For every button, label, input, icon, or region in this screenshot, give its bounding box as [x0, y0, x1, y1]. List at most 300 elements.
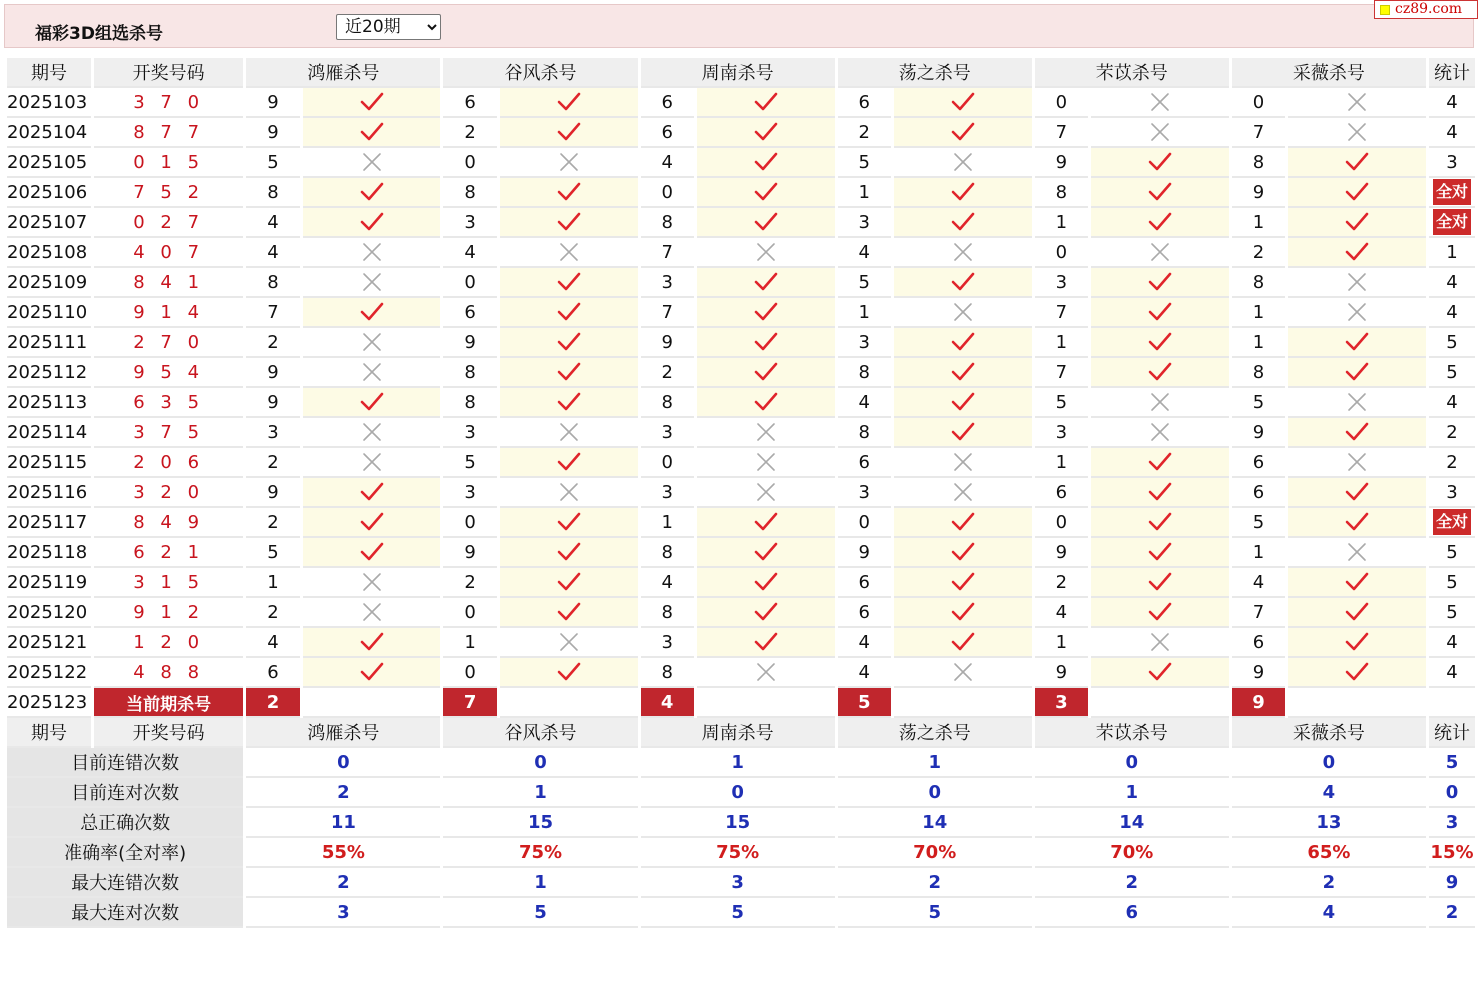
check-icon [1345, 181, 1369, 203]
check-icon [1148, 451, 1172, 473]
empty-cell [894, 688, 1032, 718]
col-header-expert: 采薇杀号 [1232, 718, 1426, 748]
table-row [7, 628, 1475, 658]
check-icon [360, 661, 384, 683]
summary-value: 14 [838, 808, 1032, 838]
check-icon [557, 91, 581, 113]
kill-number-cell: 8 [1232, 148, 1285, 178]
kill-number-cell: 8 [443, 388, 496, 418]
kill-number-cell: 2 [443, 568, 496, 598]
result-cell [894, 538, 1032, 568]
check-icon [1148, 481, 1172, 503]
issue-cell: 2025109 [7, 268, 91, 298]
summary-label: 准确率(全对率) [7, 838, 243, 868]
result-cell [1288, 388, 1426, 418]
kill-number-cell: 4 [838, 658, 891, 688]
result-cell [1288, 88, 1426, 118]
summary-value: 0 [1035, 748, 1229, 778]
summary-value: 5 [641, 898, 835, 928]
check-icon [1345, 151, 1369, 173]
check-icon [557, 271, 581, 293]
summary-row [7, 868, 1475, 898]
result-cell [303, 628, 441, 658]
draw-number-cell: 3 1 5 [94, 568, 243, 598]
result-cell [894, 178, 1032, 208]
kill-number-cell: 3 [246, 418, 299, 448]
result-cell [697, 208, 835, 238]
page-title: 福彩3D组选杀号 [35, 24, 163, 44]
check-icon [360, 301, 384, 323]
kill-number-cell: 7 [1035, 118, 1088, 148]
result-cell [1091, 628, 1229, 658]
summary-stat: 15% [1429, 838, 1475, 868]
summary-value: 11 [246, 808, 440, 838]
result-cell [500, 538, 638, 568]
summary-value: 70% [1035, 838, 1229, 868]
kill-number-cell: 9 [1232, 418, 1285, 448]
draw-number-cell: 3 7 0 [94, 88, 243, 118]
result-cell [500, 208, 638, 238]
result-cell [500, 118, 638, 148]
logo-square-icon [1380, 5, 1390, 15]
summary-value: 2 [1035, 868, 1229, 898]
issue-cell: 2025122 [7, 658, 91, 688]
kill-number-cell: 3 [838, 478, 891, 508]
result-cell [500, 178, 638, 208]
result-cell [303, 178, 441, 208]
kill-number-cell: 2 [641, 358, 694, 388]
summary-value: 0 [443, 748, 637, 778]
empty-cell [303, 688, 441, 718]
check-icon [951, 331, 975, 353]
result-cell [697, 538, 835, 568]
kill-number-cell: 4 [641, 148, 694, 178]
kill-number-cell: 2 [1035, 568, 1088, 598]
kill-number-cell: 8 [641, 658, 694, 688]
result-cell [500, 238, 638, 268]
check-icon [557, 451, 581, 473]
kill-number-cell: 3 [838, 328, 891, 358]
kill-number-cell: 6 [1035, 478, 1088, 508]
cross-icon [360, 601, 384, 623]
check-icon [754, 331, 778, 353]
kill-number-cell: 1 [1035, 208, 1088, 238]
kill-number-cell: 5 [1035, 388, 1088, 418]
summary-value: 55% [246, 838, 440, 868]
check-icon [1148, 331, 1172, 353]
summary-stat: 3 [1429, 808, 1475, 838]
result-cell [303, 298, 441, 328]
result-cell [500, 598, 638, 628]
kill-number-cell: 3 [1035, 418, 1088, 448]
cross-icon [1345, 271, 1369, 293]
kill-number-cell: 5 [1232, 508, 1285, 538]
cross-icon [951, 301, 975, 323]
stat-cell [1429, 208, 1475, 238]
summary-row [7, 748, 1475, 778]
kill-number-cell: 9 [246, 388, 299, 418]
result-cell [500, 568, 638, 598]
kill-number-cell: 3 [641, 628, 694, 658]
kill-number-cell: 6 [838, 598, 891, 628]
result-cell [303, 208, 441, 238]
cross-icon [951, 451, 975, 473]
result-cell [1091, 118, 1229, 148]
period-select[interactable] [336, 14, 441, 40]
summary-value: 4 [1232, 898, 1426, 928]
kill-number-cell: 0 [1035, 238, 1088, 268]
kill-number-cell: 9 [641, 328, 694, 358]
header-bar [4, 4, 1474, 48]
kill-number-cell: 0 [443, 148, 496, 178]
empty-cell [1091, 688, 1229, 718]
result-cell [303, 508, 441, 538]
check-icon [360, 631, 384, 653]
col-header-expert: 周南杀号 [641, 58, 835, 88]
check-icon [1148, 571, 1172, 593]
check-icon [951, 91, 975, 113]
kill-number-cell: 2 [443, 118, 496, 148]
kill-number-cell: 9 [443, 328, 496, 358]
result-cell [500, 418, 638, 448]
result-cell [1091, 478, 1229, 508]
check-icon [754, 301, 778, 323]
stat-cell: 2 [1429, 418, 1475, 448]
issue-cell: 2025120 [7, 598, 91, 628]
kill-number-cell: 6 [1232, 448, 1285, 478]
table-row [7, 208, 1475, 238]
check-icon [360, 391, 384, 413]
current-kill-number: 9 [1232, 688, 1285, 718]
kill-number-cell: 9 [443, 538, 496, 568]
summary-value: 75% [641, 838, 835, 868]
summary-label: 目前连对次数 [7, 778, 243, 808]
summary-value: 3 [246, 898, 440, 928]
kill-number-cell: 1 [1232, 328, 1285, 358]
kill-number-cell: 0 [443, 598, 496, 628]
kill-number-cell: 7 [1232, 598, 1285, 628]
result-cell [697, 118, 835, 148]
result-cell [1288, 478, 1426, 508]
kill-number-cell: 8 [1035, 178, 1088, 208]
result-cell [894, 658, 1032, 688]
issue-cell: 2025115 [7, 448, 91, 478]
table-row [7, 268, 1475, 298]
table-row [7, 238, 1475, 268]
kill-number-cell: 8 [1232, 268, 1285, 298]
summary-value: 1 [443, 778, 637, 808]
kill-number-cell: 9 [838, 538, 891, 568]
check-icon [754, 211, 778, 233]
result-cell [303, 448, 441, 478]
stat-cell: 4 [1429, 88, 1475, 118]
check-icon [1148, 541, 1172, 563]
table-row [7, 568, 1475, 598]
kill-number-cell: 1 [1035, 328, 1088, 358]
check-icon [1148, 661, 1172, 683]
result-cell [500, 628, 638, 658]
summary-value: 15 [641, 808, 835, 838]
summary-value: 5 [838, 898, 1032, 928]
result-cell [697, 598, 835, 628]
draw-number-cell: 9 1 2 [94, 598, 243, 628]
check-icon [754, 391, 778, 413]
top-header-row [7, 58, 1475, 88]
check-icon [951, 631, 975, 653]
issue-cell: 2025112 [7, 358, 91, 388]
check-icon [360, 511, 384, 533]
stat-cell: 4 [1429, 268, 1475, 298]
check-icon [1345, 421, 1369, 443]
all-correct-badge: 全对 [1433, 179, 1471, 205]
kill-number-cell: 6 [1232, 478, 1285, 508]
summary-label: 最大连对次数 [7, 898, 243, 928]
summary-value: 75% [443, 838, 637, 868]
kill-number-cell: 3 [838, 208, 891, 238]
result-cell [1091, 388, 1229, 418]
summary-value: 3 [641, 868, 835, 898]
issue-cell: 2025106 [7, 178, 91, 208]
draw-number-cell: 7 5 2 [94, 178, 243, 208]
kill-number-cell: 0 [1035, 508, 1088, 538]
draw-number-cell: 6 3 5 [94, 388, 243, 418]
col-header-issue: 期号 [7, 718, 91, 748]
table-row [7, 478, 1475, 508]
check-icon [951, 571, 975, 593]
check-icon [1345, 211, 1369, 233]
check-icon [1345, 661, 1369, 683]
all-correct-badge: 全对 [1433, 509, 1471, 535]
table-row [7, 298, 1475, 328]
result-cell [697, 388, 835, 418]
summary-value: 1 [641, 748, 835, 778]
check-icon [360, 181, 384, 203]
result-cell [894, 568, 1032, 598]
kill-number-cell: 2 [246, 508, 299, 538]
result-cell [500, 388, 638, 418]
check-icon [1148, 271, 1172, 293]
cross-icon [360, 571, 384, 593]
kill-number-cell: 1 [838, 178, 891, 208]
empty-cell [1429, 688, 1475, 718]
summary-value: 0 [641, 778, 835, 808]
summary-value: 0 [246, 748, 440, 778]
cross-icon [754, 451, 778, 473]
check-icon [557, 301, 581, 323]
kill-number-cell: 9 [246, 88, 299, 118]
kill-number-cell: 1 [1232, 538, 1285, 568]
kill-number-cell: 9 [1035, 148, 1088, 178]
draw-number-cell: 9 1 4 [94, 298, 243, 328]
kill-number-cell: 7 [1232, 118, 1285, 148]
issue-cell: 2025113 [7, 388, 91, 418]
kill-number-cell: 8 [641, 538, 694, 568]
kill-number-cell: 5 [838, 148, 891, 178]
draw-number-cell: 8 4 9 [94, 508, 243, 538]
check-icon [557, 331, 581, 353]
result-cell [1091, 568, 1229, 598]
kill-number-cell: 4 [1035, 598, 1088, 628]
result-cell [303, 478, 441, 508]
cross-icon [360, 451, 384, 473]
kill-number-cell: 4 [246, 628, 299, 658]
check-icon [754, 361, 778, 383]
kill-number-cell: 0 [641, 178, 694, 208]
issue-cell: 2025119 [7, 568, 91, 598]
issue-cell: 2025121 [7, 628, 91, 658]
cross-icon [951, 151, 975, 173]
draw-number-cell: 9 5 4 [94, 358, 243, 388]
cross-icon [1345, 301, 1369, 323]
kill-number-cell: 3 [1035, 268, 1088, 298]
kill-number-cell: 8 [641, 388, 694, 418]
result-cell [697, 328, 835, 358]
kill-number-cell: 3 [641, 478, 694, 508]
stat-cell: 4 [1429, 388, 1475, 418]
kill-number-cell: 7 [641, 298, 694, 328]
summary-value: 15 [443, 808, 637, 838]
kill-number-cell: 0 [641, 448, 694, 478]
result-cell [500, 478, 638, 508]
result-cell [1288, 628, 1426, 658]
result-cell [697, 268, 835, 298]
current-issue-cell: 2025123 [7, 688, 91, 718]
cross-icon [1148, 631, 1172, 653]
result-cell [303, 268, 441, 298]
kill-number-cell: 9 [1035, 658, 1088, 688]
result-cell [697, 238, 835, 268]
check-icon [951, 511, 975, 533]
draw-number-cell: 3 2 0 [94, 478, 243, 508]
summary-label: 总正确次数 [7, 808, 243, 838]
col-header-expert: 鸿雁杀号 [246, 58, 440, 88]
result-cell [697, 88, 835, 118]
table-row [7, 538, 1475, 568]
col-header-expert: 周南杀号 [641, 718, 835, 748]
result-cell [303, 388, 441, 418]
draw-number-cell: 8 4 1 [94, 268, 243, 298]
check-icon [951, 181, 975, 203]
check-icon [754, 601, 778, 623]
kill-number-cell: 8 [443, 178, 496, 208]
result-cell [500, 148, 638, 178]
check-icon [557, 601, 581, 623]
table-row [7, 118, 1475, 148]
result-cell [1091, 418, 1229, 448]
cross-icon [557, 151, 581, 173]
issue-cell: 2025114 [7, 418, 91, 448]
check-icon [1345, 331, 1369, 353]
table-row [7, 148, 1475, 178]
result-cell [697, 568, 835, 598]
issue-cell: 2025103 [7, 88, 91, 118]
issue-cell: 2025118 [7, 538, 91, 568]
result-cell [303, 658, 441, 688]
kill-number-cell: 4 [838, 238, 891, 268]
cross-icon [1345, 391, 1369, 413]
stat-cell: 4 [1429, 658, 1475, 688]
kill-number-cell: 9 [246, 478, 299, 508]
table-row [7, 418, 1475, 448]
table-row [7, 88, 1475, 118]
result-cell [1091, 298, 1229, 328]
result-cell [1288, 118, 1426, 148]
stat-cell: 2 [1429, 448, 1475, 478]
cross-icon [360, 361, 384, 383]
all-correct-badge: 全对 [1433, 209, 1471, 235]
summary-value: 2 [246, 868, 440, 898]
site-logo[interactable] [1374, 0, 1478, 19]
draw-number-cell: 8 7 7 [94, 118, 243, 148]
kill-number-cell: 3 [443, 208, 496, 238]
cross-icon [754, 661, 778, 683]
result-cell [303, 118, 441, 148]
check-icon [1148, 301, 1172, 323]
result-cell [1091, 328, 1229, 358]
result-cell [894, 268, 1032, 298]
result-cell [1288, 598, 1426, 628]
kill-number-cell: 4 [246, 208, 299, 238]
col-header-expert: 谷风杀号 [443, 718, 637, 748]
check-icon [557, 661, 581, 683]
summary-row [7, 898, 1475, 928]
result-cell [303, 598, 441, 628]
check-icon [1148, 361, 1172, 383]
kill-number-cell: 0 [838, 508, 891, 538]
check-icon [557, 361, 581, 383]
cross-icon [1148, 91, 1172, 113]
summary-value: 13 [1232, 808, 1426, 838]
result-cell [1288, 298, 1426, 328]
draw-number-cell: 0 2 7 [94, 208, 243, 238]
kill-number-cell: 3 [641, 268, 694, 298]
site-logo-text: cz89.com [1395, 1, 1463, 17]
check-icon [951, 601, 975, 623]
kill-number-cell: 4 [838, 628, 891, 658]
table-row [7, 598, 1475, 628]
issue-cell: 2025104 [7, 118, 91, 148]
cross-icon [360, 241, 384, 263]
current-kill-number: 3 [1035, 688, 1088, 718]
summary-stat: 0 [1429, 778, 1475, 808]
cross-icon [1148, 391, 1172, 413]
issue-cell: 2025116 [7, 478, 91, 508]
summary-row [7, 838, 1475, 868]
kill-number-cell: 7 [246, 298, 299, 328]
kill-number-cell: 5 [838, 268, 891, 298]
check-icon [951, 391, 975, 413]
cross-icon [360, 271, 384, 293]
kill-number-cell: 1 [443, 628, 496, 658]
draw-number-cell: 4 8 8 [94, 658, 243, 688]
cross-icon [557, 481, 581, 503]
summary-value: 0 [838, 778, 1032, 808]
issue-cell: 2025117 [7, 508, 91, 538]
kill-number-cell: 3 [443, 418, 496, 448]
kill-number-cell: 5 [443, 448, 496, 478]
stat-cell: 4 [1429, 118, 1475, 148]
result-cell [303, 538, 441, 568]
kill-number-cell: 7 [1035, 298, 1088, 328]
summary-stat: 9 [1429, 868, 1475, 898]
summary-label: 最大连错次数 [7, 868, 243, 898]
current-kill-number: 7 [443, 688, 496, 718]
cross-icon [951, 481, 975, 503]
result-cell [1288, 238, 1426, 268]
draw-number-cell: 2 0 6 [94, 448, 243, 478]
result-cell [697, 148, 835, 178]
check-icon [557, 391, 581, 413]
